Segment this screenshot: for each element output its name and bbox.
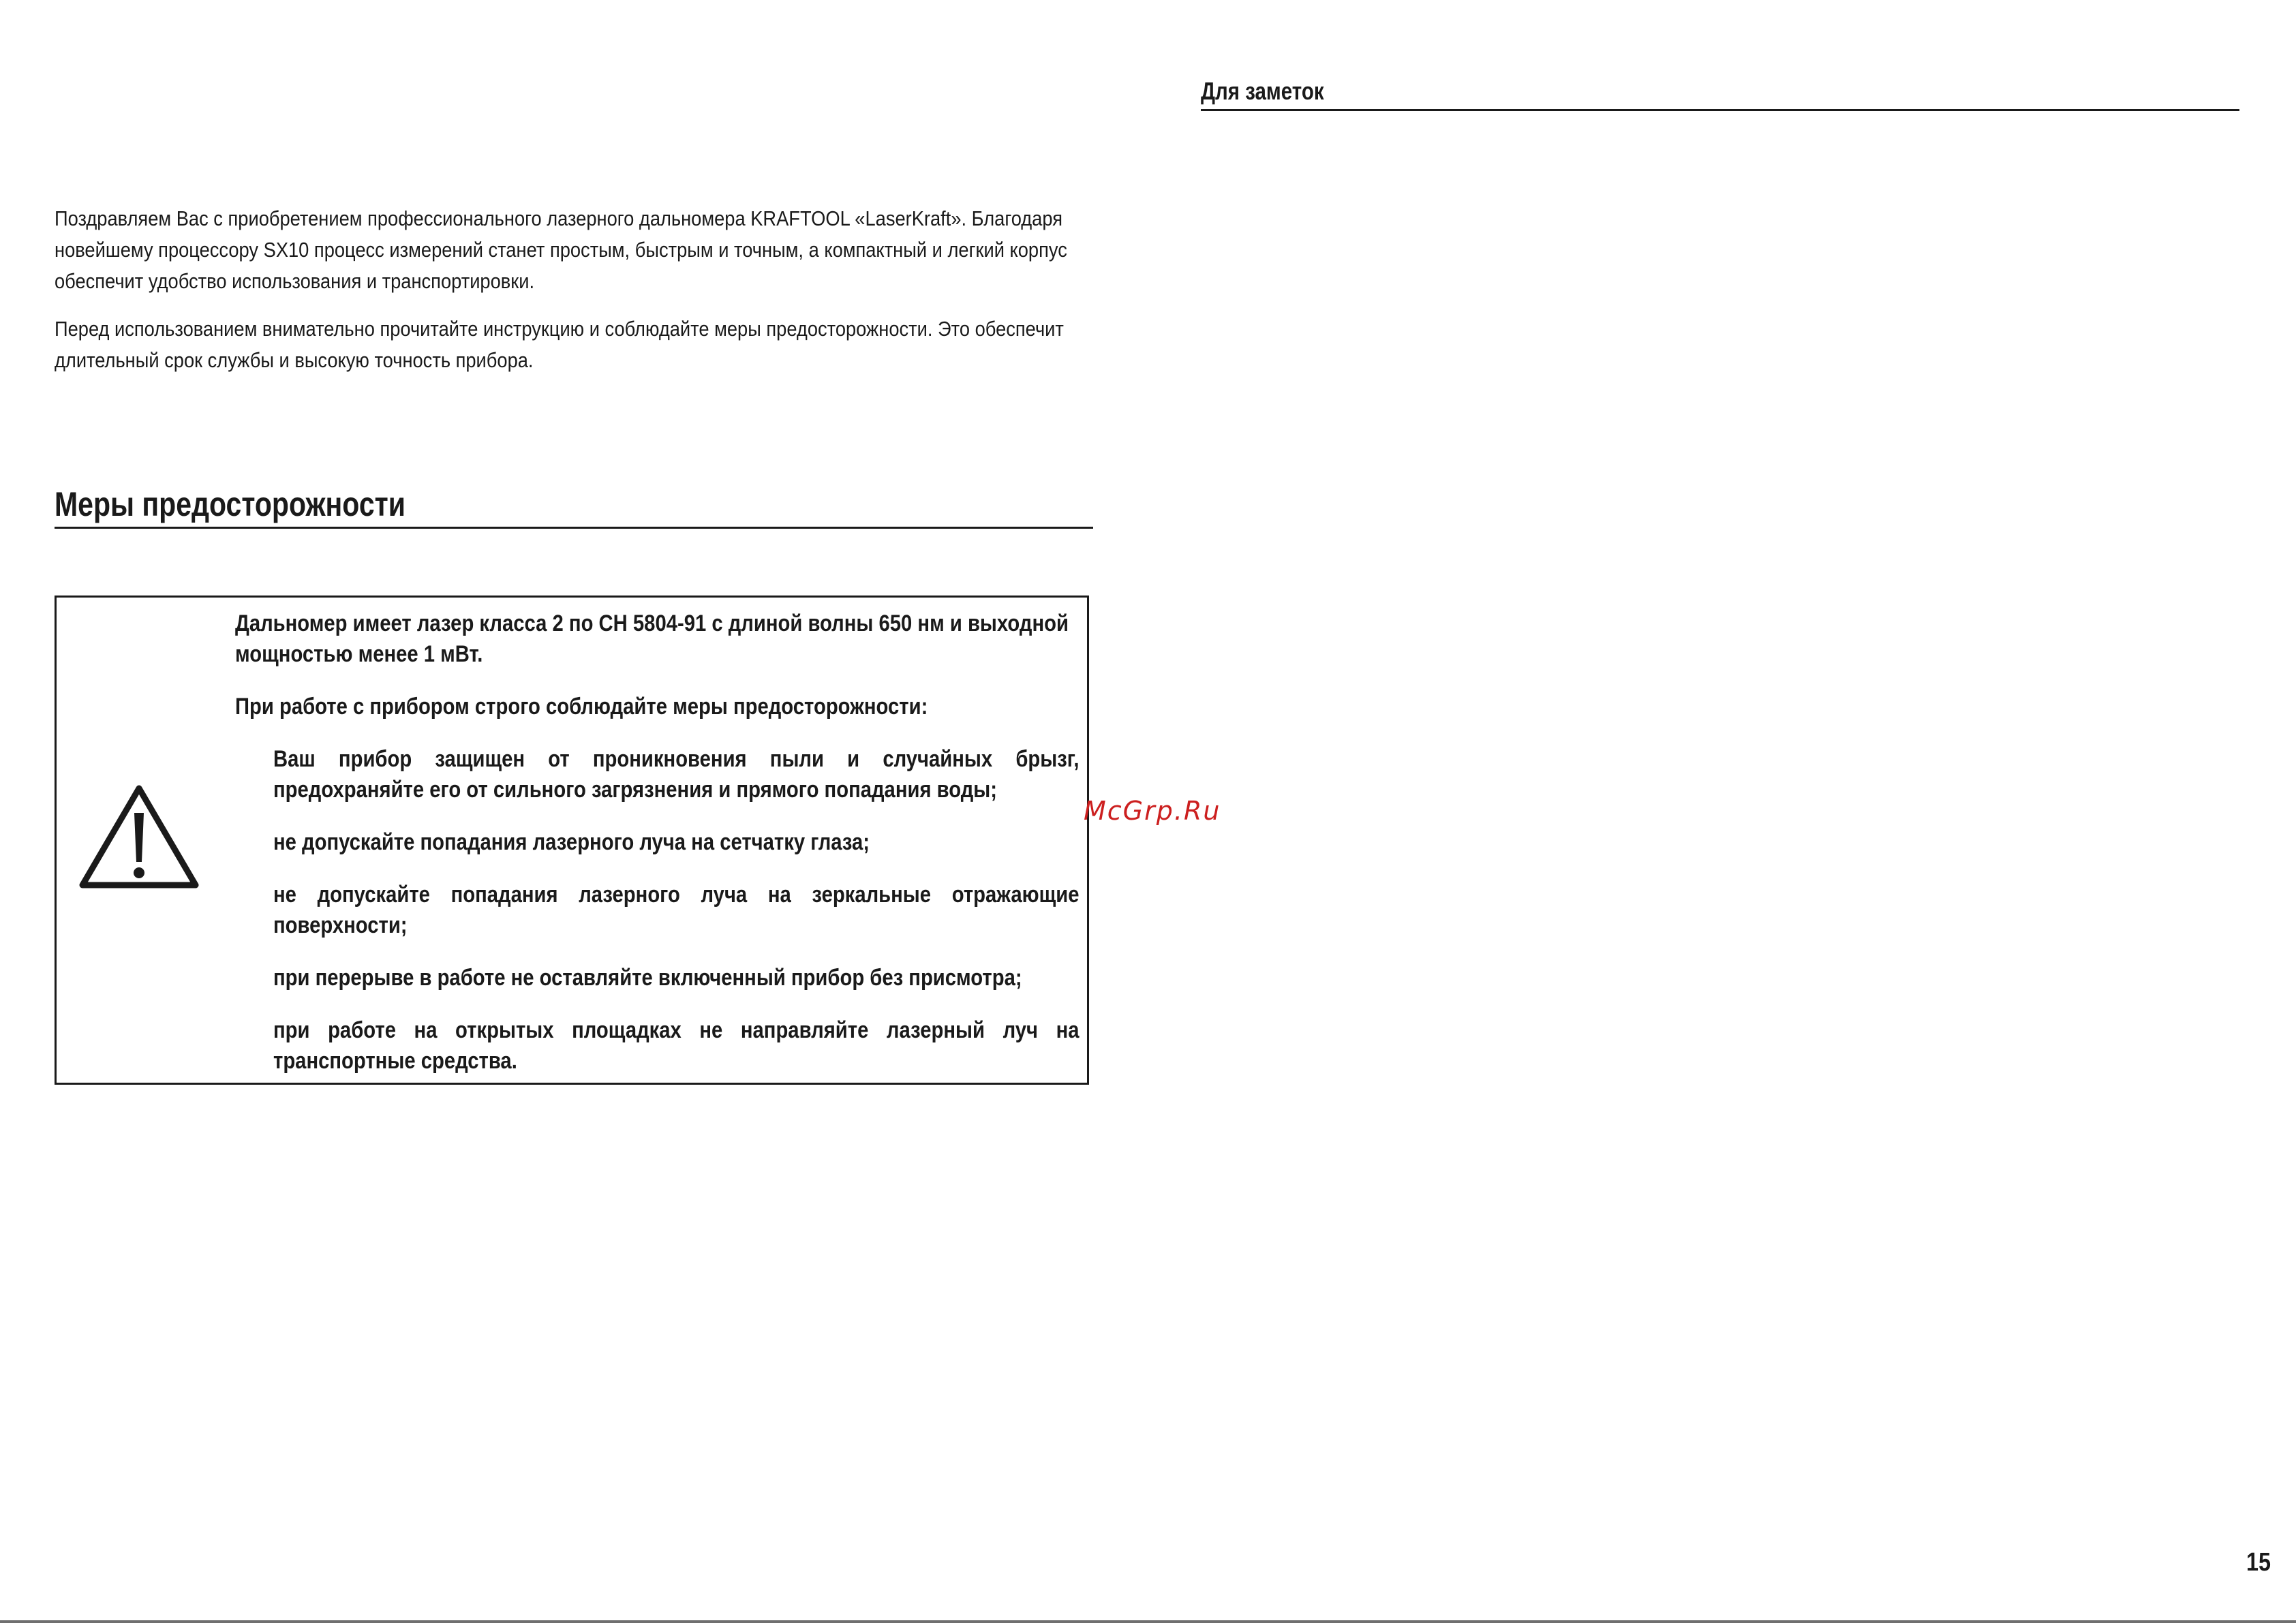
safety-heading	[55, 482, 1093, 529]
laser-info: Дальномер имеет лазер класса 2 по СН 5804-91 с длиной волны 650 нм и выходной мощностью менее 1 мВт.	[235, 610, 1069, 667]
list-item: при работе на открытых площадках не направляйте лазерный луч на транспортные средства.	[273, 1017, 1080, 1074]
list-item: не допускайте попадания лазерного луча на зеркальные отражающие поверхности;	[273, 882, 1080, 938]
notes-title: Для заметок	[1201, 77, 1324, 105]
list-item: не допускайте попадания лазерного луча на сетчатку глаза;	[273, 829, 870, 855]
intro-text	[55, 203, 1104, 392]
list-item: при перерыве в работе не оставляйте включенный прибор без присмотра;	[273, 965, 1022, 991]
warning-triangle-icon	[77, 782, 201, 892]
safety-lead: При работе с прибором строго соблюдайте меры предосторожности:	[235, 694, 928, 720]
list-item: Ваш прибор защищен от проникновения пыли и случайных брызг, предохраняйте его от сильного загрязнения и прямого попадания воды;	[273, 746, 1080, 803]
intro-paragraph-1: Поздравляем Вас с приобретением профессионального лазерного дальномера KRAFTOOL «LaserKraft». Благодаря новейшему процессору SX10 процесс измерений станет простым, быстрым и точным, а компактный и легкий корпус обеспечит удобство использования и транспортировки.	[55, 206, 1067, 293]
page-number: 15	[2246, 1548, 2271, 1577]
safety-warning-box	[55, 596, 1089, 1085]
intro-paragraph-2: Перед использованием внимательно прочитайте инструкцию и соблюдайте меры предосторожности. Это обеспечит длительный срок службы и высокую точность прибора.	[55, 317, 1064, 372]
safety-title: Меры предосторожности	[55, 485, 405, 523]
safety-text	[235, 608, 1080, 1098]
bottom-rule	[0, 1620, 2296, 1623]
watermark: McGrp.Ru	[1084, 796, 1221, 826]
safety-list	[235, 744, 1080, 1077]
notes-heading	[1201, 74, 2239, 111]
